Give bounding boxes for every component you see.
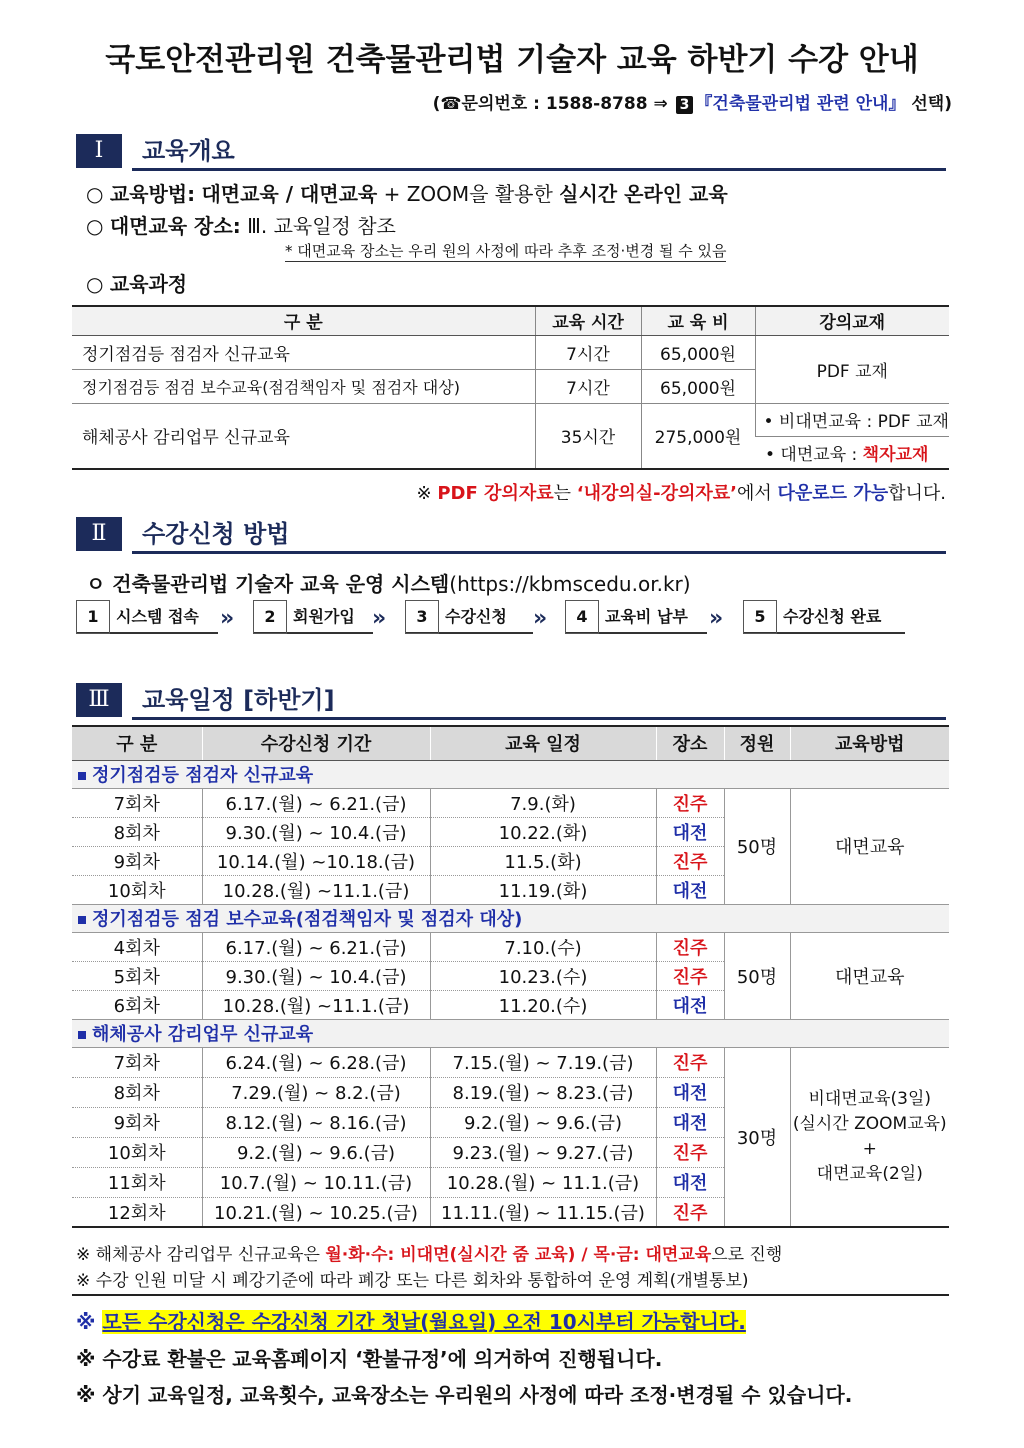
course-label: 교육과정 <box>109 272 188 296</box>
apply-period: 9.30.(월) ~ 10.4.(금) <box>202 961 430 990</box>
table-row <box>72 1047 949 1077</box>
apply-period: 9.2.(월) ~ 9.6.(금) <box>202 1137 430 1167</box>
apply-period: 6.17.(월) ~ 6.21.(금) <box>202 932 430 961</box>
th-date: 교육 일정 <box>430 726 656 760</box>
apply-period: 6.17.(월) ~ 6.21.(금) <box>202 788 430 817</box>
th-capacity: 정원 <box>724 726 790 760</box>
edu-method <box>790 1047 949 1227</box>
th-place: 장소 <box>656 726 724 760</box>
section-3-rule <box>132 717 946 720</box>
step-arrow: » <box>372 606 387 631</box>
step-number: 5 <box>743 600 777 634</box>
step-1 <box>76 600 218 634</box>
edu-date: 11.19.(화) <box>430 875 656 904</box>
edu-date: 7.10.(수) <box>430 932 656 961</box>
section-1-title: 교육개요 <box>142 137 235 165</box>
contact-menu: 『건축물관리법 관련 안내』 <box>695 94 906 114</box>
round: 12회차 <box>107 1202 166 1224</box>
section-3-title: 교육일정 [하반기] <box>142 686 335 714</box>
group-header <box>72 1019 949 1047</box>
course-name: 정기점검등 점검 보수교육(점검책임자 및 점검자 대상) <box>72 369 535 403</box>
capacity: 30명 <box>724 1047 790 1227</box>
round: 4회차 <box>72 932 202 961</box>
signup-steps <box>76 600 946 638</box>
round: 8회차 <box>72 1077 202 1107</box>
place: 대전 <box>656 1107 724 1137</box>
round: 11회차 <box>72 1167 202 1197</box>
round: 7회차 <box>72 788 202 817</box>
contact-info <box>433 89 952 114</box>
edu-date: 10.22.(화) <box>430 817 656 846</box>
table-row <box>72 335 949 369</box>
round: 9회차 <box>72 1107 202 1137</box>
section-2-title: 수강신청 방법 <box>142 520 290 548</box>
course-fee: 275,000원 <box>641 403 755 469</box>
table-row <box>72 932 949 961</box>
group-name: 정기점검등 점검 보수교육(점검책임자 및 점검자 대상) <box>92 909 523 930</box>
step-5 <box>743 600 905 634</box>
round: 10회차 <box>72 875 202 904</box>
place: 진주 <box>656 1047 724 1077</box>
step-number: 4 <box>565 600 599 634</box>
place: 대전 <box>656 817 724 846</box>
divider <box>72 1294 949 1296</box>
place-note: * 대면교육 장소는 우리 원의 사정에 따라 추후 조정·변경 될 수 있음 <box>285 242 727 260</box>
step-number: 1 <box>76 600 110 634</box>
system-url[interactable]: (https://kbmscedu.or.kr) <box>449 572 691 596</box>
method-line: (실시간 ZOOM교육) <box>792 1113 947 1134</box>
contact-prefix: (☎문의번호 : 1588-8788 ⇒ <box>432 94 668 114</box>
system-line <box>86 568 691 597</box>
apply-period: 10.21.(월) ~ 10.25.(금) <box>202 1197 430 1227</box>
edu-date: 9.23.(월) ~ 9.27.(금) <box>430 1137 656 1167</box>
section-1-rule <box>132 168 946 171</box>
apply-period: 10.28.(월) ~11.1.(금) <box>202 990 430 1019</box>
place-value: Ⅲ. 교육일정 참조 <box>247 214 396 238</box>
step-label: 수강신청 <box>445 607 507 626</box>
material-face <box>755 436 949 469</box>
course-name: 해체공사 감리업무 신규교육 <box>72 403 535 469</box>
edu-date: 11.5.(화) <box>430 846 656 875</box>
step-number: 3 <box>405 600 439 634</box>
material-pdf: PDF 교재 <box>755 335 949 403</box>
notice-1-text: 모든 수강신청은 수강신청 기간 첫날(월요일) 오전 10시부터 가능합니다. <box>102 1310 746 1334</box>
method-label: 교육방법: <box>109 182 196 206</box>
section-2-header <box>76 517 946 551</box>
page-title: 국토안전관리원 건축물관리법 기술자 교육 하반기 수강 안내 <box>105 42 919 78</box>
footnote-1-b: 월·화·수: 비대면(실시간 줌 교육) / 목·금: 대면교육 <box>325 1245 712 1265</box>
group-name: 해체공사 감리업무 신규교육 <box>92 1024 314 1045</box>
course-hours: 7시간 <box>535 369 641 403</box>
edu-date: 10.28.(월) ~ 11.1.(금) <box>430 1167 656 1197</box>
step-arrow: » <box>220 606 235 631</box>
method-line: 비대면교육(3일) <box>808 1088 932 1109</box>
edu-date: 8.19.(월) ~ 8.23.(금) <box>430 1077 656 1107</box>
round: 8회차 <box>72 817 202 846</box>
schedule-table <box>72 725 949 1228</box>
step-arrow: » <box>709 606 724 631</box>
footnote-2: ※ 수강 인원 미달 시 폐강기준에 따라 폐강 또는 다른 회차와 통합하여 운영 계획(개별통보) <box>76 1271 749 1291</box>
material-face-value: 책자교재 <box>862 444 929 465</box>
note-pdf: PDF 강의자료 <box>437 483 554 504</box>
step-label: 시스템 접속 <box>116 607 199 626</box>
notice-2: ※ 수강료 환불은 교육홈페이지 ‘환불규정’에 의거하여 진행됩니다. <box>76 1347 663 1371</box>
footnote-1 <box>76 1240 782 1265</box>
section-1-number: Ⅰ <box>76 134 122 168</box>
apply-period: 8.12.(월) ~ 8.16.(금) <box>202 1107 430 1137</box>
course-fee: 65,000원 <box>641 335 755 369</box>
method-a: 대면교육 / 대면교육 <box>201 182 378 206</box>
method-line: + <box>862 1138 877 1159</box>
place: 진주 <box>656 932 724 961</box>
note-text-c: 는 <box>553 483 571 504</box>
edu-method: 대면교육 <box>790 932 949 1019</box>
note-text-e: 에서 <box>736 483 772 504</box>
round: 6회차 <box>72 990 202 1019</box>
edu-date: 11.20.(수) <box>430 990 656 1019</box>
th-material: 강의교재 <box>755 306 949 335</box>
apply-period: 6.24.(월) ~ 6.28.(금) <box>202 1047 430 1077</box>
th-apply: 수강신청 기간 <box>202 726 430 760</box>
capacity: 50명 <box>724 932 790 1019</box>
bullet-course: ○ 교육과정 <box>86 272 188 296</box>
notice-1-mark: ※ <box>76 1310 96 1334</box>
place: 진주 <box>656 1197 724 1227</box>
notice-3: ※ 상기 교육일정, 교육횟수, 교육장소는 우리원의 사정에 따라 조정·변경될 수 있습니다. <box>76 1383 853 1407</box>
material-nonface: • 비대면교육 : PDF 교재 <box>755 403 949 436</box>
notice-1 <box>76 1306 746 1335</box>
group-name: 정기점검등 점검자 신규교육 <box>92 765 314 786</box>
system-label: ㅇ 건축물관리법 기술자 교육 운영 시스템 <box>86 572 450 596</box>
step-label: 회원가입 <box>293 607 355 626</box>
apply-period: 10.28.(월) ~11.1.(금) <box>202 875 430 904</box>
bullet-method: ○ 교육방법: 대면교육 / 대면교육 + ZOOM을 활용한 실시간 온라인 교육 <box>86 182 728 206</box>
th-fee: 교 육 비 <box>641 306 755 335</box>
material-face-label: • 대면교육 : <box>765 444 858 465</box>
edu-date: 7.15.(월) ~ 7.19.(금) <box>430 1047 656 1077</box>
th-round: 구 분 <box>72 726 202 760</box>
place: 대전 <box>656 1167 724 1197</box>
table-row <box>72 403 949 436</box>
place: 진주 <box>656 788 724 817</box>
apply-period: 7.29.(월) ~ 8.2.(금) <box>202 1077 430 1107</box>
step-label: 수강신청 완료 <box>783 607 882 626</box>
place: 대전 <box>656 1077 724 1107</box>
place: 진주 <box>656 846 724 875</box>
place: 진주 <box>656 961 724 990</box>
course-table <box>72 305 949 470</box>
place: 대전 <box>656 990 724 1019</box>
note-path: ‘내강의실-강의자료’ <box>576 483 737 504</box>
method-c: 실시간 온라인 교육 <box>559 182 728 206</box>
apply-period: 10.7.(월) ~ 10.11.(금) <box>202 1167 430 1197</box>
bullet-place: ○ 대면교육 장소: Ⅲ. 교육일정 참조 <box>86 214 396 238</box>
edu-date: 10.23.(수) <box>430 961 656 990</box>
method-line: 대면교육(2일) <box>816 1163 923 1184</box>
note-mark: ※ <box>416 483 432 504</box>
method-b: + ZOOM을 활용한 <box>383 182 553 206</box>
capacity: 50명 <box>724 788 790 904</box>
round: 10회차 <box>72 1137 202 1167</box>
table-row <box>72 788 949 817</box>
course-hours: 7시간 <box>535 335 641 369</box>
step-label: 교육비 납부 <box>605 607 688 626</box>
place: 진주 <box>656 1137 724 1167</box>
section-1-header <box>76 134 946 168</box>
note-download: 다운로드 가능 <box>777 483 889 504</box>
group-header <box>72 904 949 932</box>
step-arrow: » <box>533 606 548 631</box>
course-hours: 35시간 <box>535 403 641 469</box>
edu-date: 7.9.(화) <box>430 788 656 817</box>
round: 7회차 <box>72 1047 202 1077</box>
course-fee: 65,000원 <box>641 369 755 403</box>
step-4 <box>565 600 707 634</box>
round: 9회차 <box>72 846 202 875</box>
apply-period: 10.14.(월) ~10.18.(금) <box>202 846 430 875</box>
step-2 <box>253 600 373 634</box>
course-name: 정기점검등 점검자 신규교육 <box>72 335 535 369</box>
edu-date: 11.11.(월) ~ 11.15.(금) <box>430 1197 656 1227</box>
step-number: 2 <box>253 600 287 634</box>
edu-method: 대면교육 <box>790 788 949 904</box>
footnote-1-a: ※ 해체공사 감리업무 신규교육은 <box>76 1245 320 1265</box>
place: 대전 <box>656 875 724 904</box>
footnote-1-c: 으로 진행 <box>711 1245 783 1265</box>
contact-suffix: 선택) <box>911 94 952 114</box>
key-3-badge: 3 <box>676 96 694 114</box>
apply-period: 9.30.(월) ~ 10.4.(금) <box>202 817 430 846</box>
step-3 <box>405 600 533 634</box>
place-label: 대면교육 장소: <box>109 214 241 238</box>
th-method: 교육방법 <box>790 726 949 760</box>
section-3-number: Ⅲ <box>76 683 122 717</box>
pdf-download-note <box>417 479 946 505</box>
section-3-header <box>76 683 946 717</box>
th-hours: 교육 시간 <box>535 306 641 335</box>
th-category: 구 분 <box>72 306 535 335</box>
round: 5회차 <box>72 961 202 990</box>
section-2-number: Ⅱ <box>76 517 122 551</box>
section-2-rule <box>132 551 946 554</box>
note-text-g: 합니다. <box>888 483 946 504</box>
group-header <box>72 760 949 788</box>
edu-date: 9.2.(월) ~ 9.6.(금) <box>430 1107 656 1137</box>
